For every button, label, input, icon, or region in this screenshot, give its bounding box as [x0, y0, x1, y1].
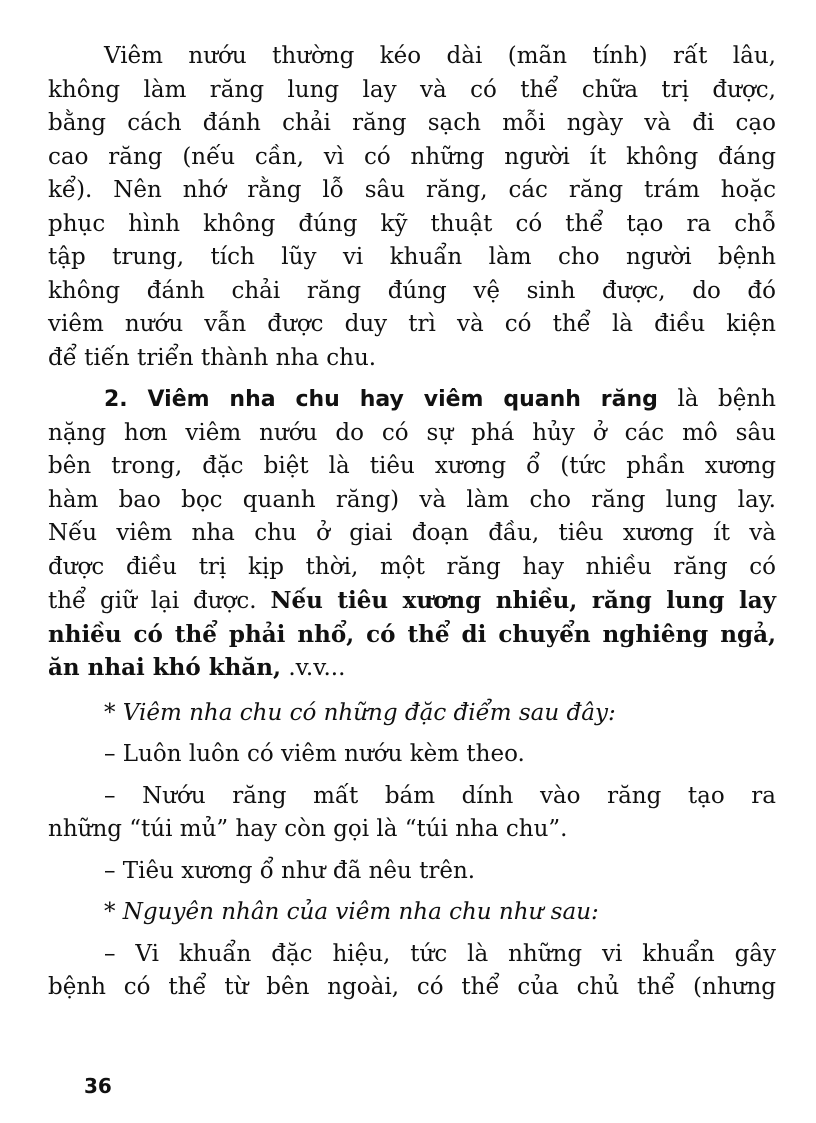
text-line: bệnh có thể từ bên ngoài, có thể của chủ thể (nhưng: [48, 974, 776, 1000]
text-span: thể giữ lại được.: [48, 588, 271, 614]
paragraph-periodontitis: [48, 383, 776, 685]
text-line: phục hình không đúng kỹ thuật có thể tạo ra chỗ: [48, 210, 776, 237]
text-line: không làm răng lung lay và có thể chữa trị được,: [48, 76, 776, 103]
text-line: bên trong, đặc biệt là tiêu xương ổ (tức phần xương: [48, 453, 776, 479]
text-line: nặng hơn viêm nướu do có sự phá hủy ở các mô sâu: [48, 419, 776, 446]
text-line: [48, 618, 776, 652]
text-line: hàm bao bọc quanh răng) và làm cho răng lung lay.: [48, 486, 776, 513]
list-item: – Luôn luôn có viêm nướu kèm theo.: [104, 741, 525, 767]
emphasis-text: Nếu tiêu xương nhiều, răng lung lay: [270, 587, 777, 614]
spacer: [48, 888, 776, 896]
text-line: để tiến triển thành nha chu.: [48, 344, 377, 371]
text-line: [48, 651, 776, 685]
subheading-causes: * Nguyên nhân của viêm nha chu như sau:: [104, 899, 599, 925]
text-line: bằng cách đánh chải răng sạch mỗi ngày và đi cạo: [48, 110, 776, 136]
spacer: [48, 847, 776, 855]
spacer: [48, 772, 776, 780]
spacer: [48, 930, 776, 938]
section-causes: [48, 896, 776, 1005]
list-item-continuation: những “túi mủ” hay còn gọi là “túi nha chu”.: [48, 816, 568, 842]
text-line: Nếu viêm nha chu ở giai đoạn đầu, tiêu xương ít và: [48, 520, 776, 546]
text-line: viêm nướu vẫn được duy trì và có thể là điều kiện: [48, 311, 776, 337]
text-line: [48, 383, 776, 417]
list-item: – Nướu răng mất bám dính vào răng tạo ra: [104, 782, 776, 809]
text-span: là bệnh: [657, 386, 776, 412]
spacer: [48, 375, 776, 383]
paragraph-gingivitis: [48, 40, 776, 375]
section-heading: 2. Viêm nha chu hay viêm quanh răng: [104, 387, 658, 412]
spacer: [48, 730, 776, 738]
text-line: được điều trị kịp thời, một răng hay nhiều răng có: [48, 553, 776, 580]
text-line: – Vi khuẩn đặc hiệu, tức là những vi khuẩn gây: [104, 940, 776, 967]
spacer: [48, 685, 776, 697]
text-line: kể). Nên nhớ rằng lỗ sâu răng, các răng trám hoặc: [48, 177, 776, 203]
subheading-features: * Viêm nha chu có những đặc điểm sau đây:: [104, 699, 616, 726]
text-line: cao răng (nếu cần, vì có những người ít không đáng: [48, 143, 776, 170]
emphasis-text: nhiều có thể phải nhổ, có thể di chuyển nghiêng ngả,: [48, 620, 776, 648]
text-line: Viêm nướu thường kéo dài (mãn tính) rất lâu,: [104, 43, 776, 69]
page-body: [48, 40, 776, 1005]
section-features: [48, 697, 776, 889]
text-span: .v.v...: [281, 655, 346, 681]
text-line: [48, 584, 776, 618]
list-item: – Tiêu xương ổ như đã nêu trên.: [104, 857, 476, 884]
text-line: tập trung, tích lũy vi khuẩn làm cho người bệnh: [48, 244, 776, 270]
emphasis-text: ăn nhai khó khăn,: [48, 654, 282, 681]
page-number: 36: [84, 1074, 112, 1098]
text-line: không đánh chải răng đúng vệ sinh được, do đó: [48, 277, 776, 304]
